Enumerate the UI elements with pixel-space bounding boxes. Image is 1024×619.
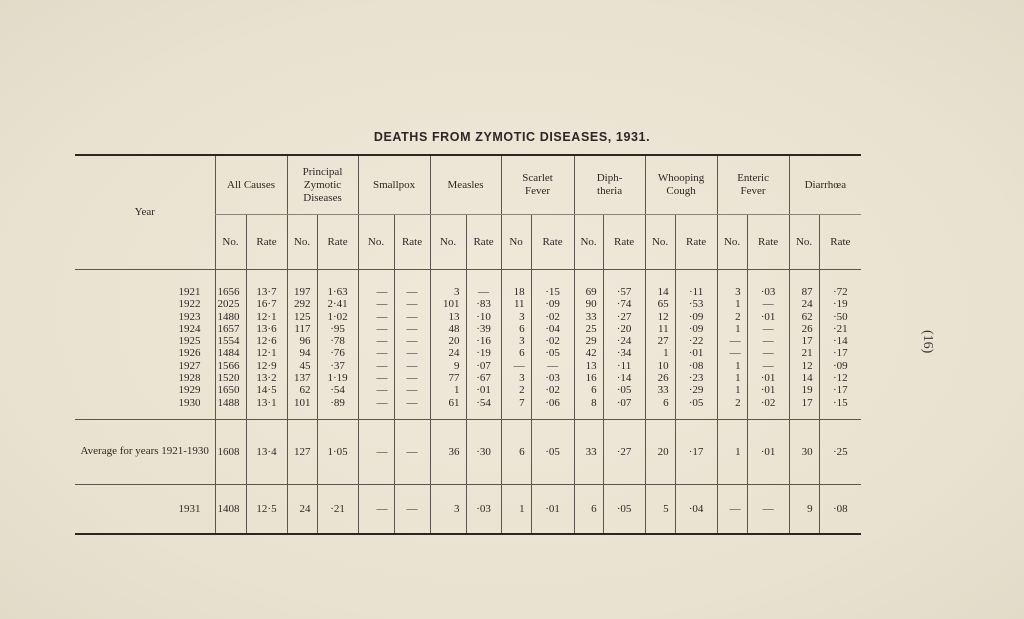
year-cell: 1923 (178, 310, 201, 323)
rate-cell: ·16 (466, 335, 501, 347)
sub-header: No. (717, 215, 747, 270)
count-cell: — (358, 360, 394, 372)
count-cell: 62 (789, 311, 819, 323)
count-cell: 101 (430, 298, 466, 310)
count-cell: 101 (287, 397, 317, 420)
rate-cell: — (394, 270, 430, 299)
rate-cell: 12·6 (246, 335, 287, 347)
group-header: Whooping Cough (645, 156, 717, 215)
count-cell: 36 (430, 419, 466, 484)
year-cell: 1928 (178, 372, 201, 385)
rate-cell: — (394, 335, 430, 347)
group-header: Smallpox (358, 156, 430, 215)
rate-cell: 13·4 (246, 419, 287, 484)
count-cell: 1 (430, 384, 466, 396)
rate-cell: — (394, 323, 430, 335)
year-rows (75, 270, 861, 420)
rate-cell: ·09 (819, 360, 861, 372)
rate-cell: ·10 (466, 311, 501, 323)
rate-cell: — (394, 347, 430, 359)
group-header: Principal Zymotic Diseases (287, 156, 358, 215)
count-cell: — (358, 372, 394, 384)
count-cell: 292 (287, 298, 317, 310)
average-row (75, 419, 861, 484)
count-cell: — (358, 323, 394, 335)
rate-cell: 1·19 (317, 372, 358, 384)
rate-cell: 13·7 (246, 270, 287, 299)
rate-cell: 12·1 (246, 311, 287, 323)
rate-cell: 2·41 (317, 298, 358, 310)
count-cell: 6 (645, 397, 675, 420)
group-header: Diarrhœa (789, 156, 861, 215)
count-cell: 24 (287, 484, 317, 533)
rate-cell: — (394, 360, 430, 372)
rate-cell: ·05 (531, 419, 574, 484)
count-cell: 12 (789, 360, 819, 372)
rate-cell: — (747, 484, 789, 533)
count-cell: 27 (645, 335, 675, 347)
current-year-section (75, 484, 861, 533)
rate-cell: ·34 (603, 347, 645, 359)
year-cell: 1925 (178, 335, 201, 348)
year-cell: 1926 (178, 347, 201, 360)
rate-cell: ·05 (531, 347, 574, 359)
count-cell: 14 (789, 372, 819, 384)
count-cell: — (358, 384, 394, 396)
rate-cell: ·08 (675, 360, 717, 372)
count-cell: 1566 (215, 360, 246, 372)
rate-cell: — (394, 384, 430, 396)
count-cell: 10 (645, 360, 675, 372)
rate-cell: ·07 (603, 397, 645, 420)
count-cell: 13 (430, 311, 466, 323)
count-cell: 45 (287, 360, 317, 372)
count-cell: 30 (789, 419, 819, 484)
rate-cell: ·14 (603, 372, 645, 384)
year-cell: 1931 (75, 484, 215, 533)
count-cell: — (358, 397, 394, 420)
count-cell: 3 (717, 270, 747, 299)
count-cell: 1 (717, 360, 747, 372)
count-cell: — (717, 335, 747, 347)
rate-cell: ·01 (747, 384, 789, 396)
rate-cell: 1·02 (317, 311, 358, 323)
rate-cell: ·76 (317, 347, 358, 359)
table-header (75, 156, 861, 270)
count-cell: 24 (430, 347, 466, 359)
table-row (75, 360, 861, 372)
rate-cell: ·89 (317, 397, 358, 420)
rate-cell: ·78 (317, 335, 358, 347)
rate-cell: — (394, 372, 430, 384)
year-cell: 1924 (178, 322, 201, 335)
count-cell: 2 (717, 397, 747, 420)
rate-cell: ·20 (603, 323, 645, 335)
page-title: DEATHS FROM ZYMOTIC DISEASES, 1931. (373, 130, 651, 144)
count-cell: 13 (574, 360, 603, 372)
sub-header: No. (215, 215, 246, 270)
count-cell: 9 (430, 360, 466, 372)
rate-cell: ·17 (819, 384, 861, 396)
rate-cell: ·17 (675, 419, 717, 484)
count-cell: 29 (574, 335, 603, 347)
count-cell: 20 (645, 419, 675, 484)
rate-cell: ·03 (466, 484, 501, 533)
rate-cell: — (466, 270, 501, 299)
count-cell: 42 (574, 347, 603, 359)
count-cell: 19 (789, 384, 819, 396)
rate-cell: 12·5 (246, 484, 287, 533)
count-cell: 11 (645, 323, 675, 335)
rate-cell: 12·9 (246, 360, 287, 372)
count-cell: 61 (430, 397, 466, 420)
rate-cell: ·17 (819, 347, 861, 359)
count-cell: 6 (574, 484, 603, 533)
page-number: (16) (920, 330, 935, 354)
count-cell: — (358, 419, 394, 484)
rate-cell: ·02 (531, 384, 574, 396)
count-cell: 33 (574, 311, 603, 323)
rate-cell: ·30 (466, 419, 501, 484)
year-cell: Average for years 1921-1930 (75, 419, 215, 484)
current-year-row (75, 484, 861, 533)
count-cell: 1657 (215, 323, 246, 335)
rate-cell: ·01 (747, 311, 789, 323)
count-cell: 197 (287, 270, 317, 299)
count-cell: 1 (501, 484, 531, 533)
count-cell: 1554 (215, 335, 246, 347)
year-cell: 1930 (178, 396, 201, 409)
rate-cell: ·01 (747, 419, 789, 484)
rate-cell: 16·7 (246, 298, 287, 310)
rate-cell: 1·05 (317, 419, 358, 484)
count-cell: 62 (287, 384, 317, 396)
rate-cell: ·24 (603, 335, 645, 347)
rate-cell: ·72 (819, 270, 861, 299)
rate-cell: ·23 (675, 372, 717, 384)
count-cell: 9 (789, 484, 819, 533)
count-cell: — (358, 484, 394, 533)
rate-cell: ·01 (531, 484, 574, 533)
count-cell: 65 (645, 298, 675, 310)
count-cell: 11 (501, 298, 531, 310)
count-cell: — (358, 270, 394, 299)
count-cell: 14 (645, 270, 675, 299)
rate-cell: ·03 (531, 372, 574, 384)
count-cell: 3 (430, 484, 466, 533)
count-cell: — (717, 347, 747, 359)
rate-cell: ·39 (466, 323, 501, 335)
count-cell: 1520 (215, 372, 246, 384)
group-header: All Causes (215, 156, 287, 215)
rate-cell: — (747, 335, 789, 347)
group-header: Measles (430, 156, 501, 215)
count-cell: 1650 (215, 384, 246, 396)
rate-cell: ·12 (819, 372, 861, 384)
rate-cell: ·04 (675, 484, 717, 533)
count-cell: 1480 (215, 311, 246, 323)
count-cell: 6 (501, 419, 531, 484)
sub-header: Rate (675, 215, 717, 270)
count-cell: 21 (789, 347, 819, 359)
sub-header: No. (574, 215, 603, 270)
count-cell: 17 (789, 335, 819, 347)
count-cell: 94 (287, 347, 317, 359)
rate-cell: ·54 (466, 397, 501, 420)
rate-cell: 13·1 (246, 397, 287, 420)
rate-cell: ·05 (603, 484, 645, 533)
count-cell: 69 (574, 270, 603, 299)
rate-cell: ·29 (675, 384, 717, 396)
count-cell: 6 (501, 347, 531, 359)
rate-cell: ·53 (675, 298, 717, 310)
count-cell: 3 (501, 372, 531, 384)
rate-cell: ·14 (819, 335, 861, 347)
rate-cell: — (747, 323, 789, 335)
rate-cell: — (394, 419, 430, 484)
count-cell: — (358, 335, 394, 347)
sub-header: Rate (466, 215, 501, 270)
rate-cell: — (394, 311, 430, 323)
rate-cell: — (394, 484, 430, 533)
rate-cell: ·21 (819, 323, 861, 335)
sub-header: Rate (246, 215, 287, 270)
count-cell: 96 (287, 335, 317, 347)
rate-cell: 13·2 (246, 372, 287, 384)
rate-cell: — (394, 298, 430, 310)
rate-cell: ·05 (603, 384, 645, 396)
count-cell: 2 (501, 384, 531, 396)
rate-cell: ·09 (675, 311, 717, 323)
count-cell: 33 (574, 419, 603, 484)
rate-cell: ·01 (466, 384, 501, 396)
rate-cell: — (747, 360, 789, 372)
table-row (75, 311, 861, 323)
rate-cell: ·09 (531, 298, 574, 310)
count-cell: 2025 (215, 298, 246, 310)
sub-header: No (501, 215, 531, 270)
sub-header: Rate (531, 215, 574, 270)
rate-cell: ·03 (747, 270, 789, 299)
rate-cell: ·02 (531, 335, 574, 347)
rate-cell: ·06 (531, 397, 574, 420)
table-row (75, 270, 861, 299)
rate-cell: ·19 (819, 298, 861, 310)
count-cell: 1484 (215, 347, 246, 359)
rate-cell: ·11 (603, 360, 645, 372)
year-cell: 1921 (75, 270, 215, 299)
sub-header: No. (287, 215, 317, 270)
count-cell: 12 (645, 311, 675, 323)
rate-cell: ·67 (466, 372, 501, 384)
table-row (75, 384, 861, 396)
sub-header: No. (789, 215, 819, 270)
count-cell: 1408 (215, 484, 246, 533)
count-cell: — (358, 347, 394, 359)
rate-cell: ·15 (531, 270, 574, 299)
average-section (75, 419, 861, 484)
rate-cell: 1·63 (317, 270, 358, 299)
count-cell: 1 (717, 384, 747, 396)
count-cell: 1488 (215, 397, 246, 420)
rate-cell: 14·5 (246, 384, 287, 396)
rate-cell: — (747, 298, 789, 310)
count-cell: 20 (430, 335, 466, 347)
count-cell: 17 (789, 397, 819, 420)
table-row (75, 335, 861, 347)
count-cell: 77 (430, 372, 466, 384)
rate-cell: ·37 (317, 360, 358, 372)
table-row (75, 347, 861, 359)
group-header: Enteric Fever (717, 156, 789, 215)
count-cell: 7 (501, 397, 531, 420)
count-cell: — (358, 298, 394, 310)
sub-header: No. (430, 215, 466, 270)
rate-cell: ·11 (675, 270, 717, 299)
count-cell: 1 (717, 372, 747, 384)
sub-header: Rate (747, 215, 789, 270)
count-cell: 26 (789, 323, 819, 335)
bottom-rule (75, 533, 861, 535)
rate-cell: ·15 (819, 397, 861, 420)
rate-cell: ·04 (531, 323, 574, 335)
count-cell: 117 (287, 323, 317, 335)
count-cell: 90 (574, 298, 603, 310)
count-cell: — (358, 311, 394, 323)
rate-cell: ·83 (466, 298, 501, 310)
rate-cell: ·27 (603, 311, 645, 323)
count-cell: 1 (717, 419, 747, 484)
rate-cell: — (394, 397, 430, 420)
year-cell: 1929 (178, 384, 201, 397)
sub-header: Rate (394, 215, 430, 270)
count-cell: 26 (645, 372, 675, 384)
count-cell: 87 (789, 270, 819, 299)
count-cell: 25 (574, 323, 603, 335)
rate-cell: 12·1 (246, 347, 287, 359)
rate-cell: ·21 (317, 484, 358, 533)
rate-cell: ·19 (466, 347, 501, 359)
year-cell: 1927 (178, 359, 201, 372)
group-header: Scarlet Fever (501, 156, 574, 215)
sub-header: Rate (317, 215, 358, 270)
count-cell: 137 (287, 372, 317, 384)
count-cell: 127 (287, 419, 317, 484)
count-cell: 48 (430, 323, 466, 335)
rate-cell: ·57 (603, 270, 645, 299)
year-column-header: Year (134, 206, 155, 218)
count-cell: 1 (717, 323, 747, 335)
sub-header: Rate (603, 215, 645, 270)
rate-cell: ·54 (317, 384, 358, 396)
count-cell: 1 (645, 347, 675, 359)
year-cell: 1922 (178, 298, 201, 311)
rate-cell: ·07 (466, 360, 501, 372)
group-header-row (75, 156, 861, 215)
count-cell: 8 (574, 397, 603, 420)
count-cell: 3 (430, 270, 466, 299)
count-cell: 6 (501, 323, 531, 335)
count-cell: 2 (717, 311, 747, 323)
count-cell: 18 (501, 270, 531, 299)
count-cell: 1656 (215, 270, 246, 299)
count-cell: 1 (717, 298, 747, 310)
group-header: Diph-theria (574, 156, 645, 215)
count-cell: 6 (574, 384, 603, 396)
table-row (75, 298, 861, 310)
rate-cell: ·22 (675, 335, 717, 347)
zymotic-diseases-table (75, 156, 861, 533)
table-row (75, 397, 861, 420)
count-cell: — (501, 360, 531, 372)
rate-cell: — (531, 360, 574, 372)
table-row (75, 323, 861, 335)
count-cell: — (717, 484, 747, 533)
rate-cell: ·27 (603, 419, 645, 484)
rate-cell: ·01 (675, 347, 717, 359)
rate-cell: ·05 (675, 397, 717, 420)
rate-cell: ·25 (819, 419, 861, 484)
count-cell: 3 (501, 311, 531, 323)
rate-cell: ·02 (747, 397, 789, 420)
table-row (75, 372, 861, 384)
rate-cell: ·02 (531, 311, 574, 323)
rate-cell: 13·6 (246, 323, 287, 335)
rate-cell: ·74 (603, 298, 645, 310)
rate-cell: ·50 (819, 311, 861, 323)
count-cell: 16 (574, 372, 603, 384)
count-cell: 3 (501, 335, 531, 347)
count-cell: 33 (645, 384, 675, 396)
sub-header: Rate (819, 215, 861, 270)
sub-header: No. (645, 215, 675, 270)
rate-cell: — (747, 347, 789, 359)
rate-cell: ·95 (317, 323, 358, 335)
count-cell: 1608 (215, 419, 246, 484)
count-cell: 125 (287, 311, 317, 323)
sub-header: No. (358, 215, 394, 270)
zymotic-table-container (75, 154, 861, 535)
rate-cell: ·01 (747, 372, 789, 384)
count-cell: 5 (645, 484, 675, 533)
count-cell: 24 (789, 298, 819, 310)
rate-cell: ·09 (675, 323, 717, 335)
rate-cell: ·08 (819, 484, 861, 533)
